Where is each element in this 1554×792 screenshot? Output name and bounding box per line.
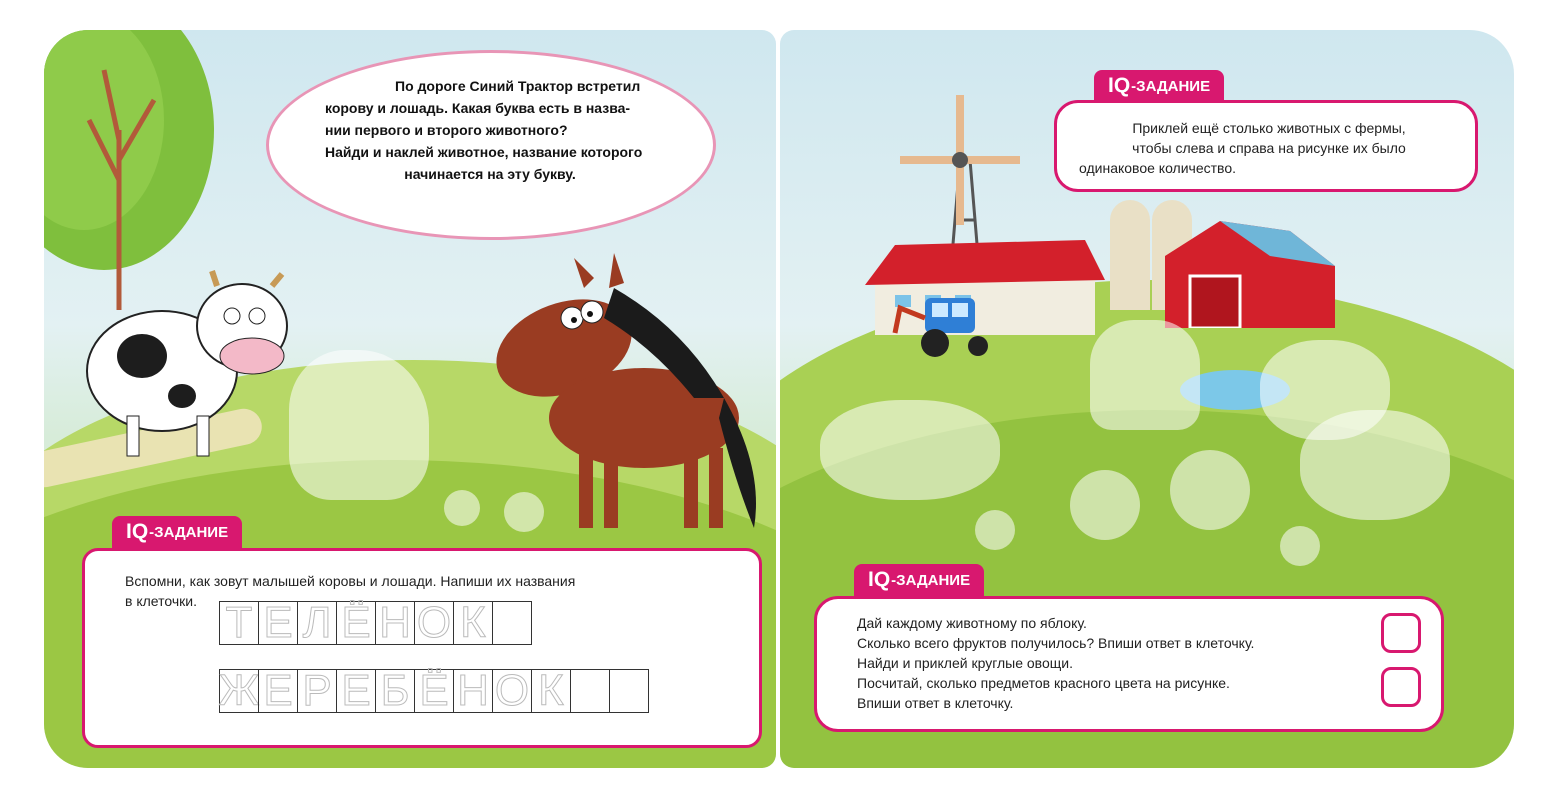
letter-cell[interactable]: Ж — [218, 666, 260, 715]
iq-task-tab — [854, 564, 984, 596]
bubble-line: Найди и наклей животное, название которого — [325, 144, 643, 160]
iq-task-line: в клеточки. — [125, 593, 197, 609]
letter-cell[interactable]: Н — [453, 669, 493, 713]
red-barn-icon — [1160, 216, 1340, 328]
iq-task-box — [814, 596, 1444, 732]
letter-cell[interactable]: Б — [375, 669, 415, 713]
letter-cell[interactable]: Ё — [414, 669, 454, 713]
bubble-line: нии первого и второго животного? — [325, 122, 568, 138]
iq-task-tab — [1094, 70, 1224, 102]
iq-task-line: Посчитай, сколько предметов красного цвета на рисунке. — [857, 675, 1230, 691]
sheep-silhouette — [1300, 410, 1450, 520]
letter-cell[interactable]: Т — [219, 601, 259, 645]
iq-task-line: Дай каждому животному по яблоку. — [857, 615, 1087, 631]
iq-task-box — [82, 548, 762, 748]
letter-cell[interactable] — [492, 601, 532, 645]
iq-tab-rest: -ЗАДАНИЕ — [149, 523, 229, 541]
speech-bubble — [266, 50, 716, 240]
vegetable-silhouette — [1170, 450, 1250, 530]
iq-task-line: чтобы слева и справа на рисунке их было — [1132, 140, 1406, 156]
letter-cell[interactable]: О — [492, 669, 532, 713]
iq-task-text — [1079, 118, 1459, 178]
word-cells-1[interactable] — [219, 598, 531, 647]
letter-cell[interactable]: Е — [258, 669, 298, 713]
goat-silhouette — [1090, 320, 1200, 430]
horse-icon — [464, 248, 764, 548]
iq-task-line: Сколько всего фруктов получилось? Впиши ответ в клеточку. — [857, 635, 1255, 651]
letter-cell[interactable]: Л — [297, 601, 337, 645]
iq-task-line: Найди и приклей круглые овощи. — [857, 655, 1073, 671]
speech-bubble-text — [325, 75, 655, 185]
apple-silhouette — [1280, 526, 1320, 566]
iq-task-line: Вспомни, как зовут малышей коровы и лошади. Напиши их названия — [125, 573, 576, 589]
iq-tab-rest: -ЗАДАНИЕ — [891, 571, 971, 589]
bubble-line: корову и лошадь. Какая буква есть в назва- — [325, 100, 631, 116]
blue-tractor-icon — [890, 288, 1000, 358]
letter-cell[interactable]: Е — [336, 669, 376, 713]
iq-task-line: Впиши ответ в клеточку. — [857, 695, 1014, 711]
iq-tab-big: IQ — [868, 568, 891, 591]
answer-box-fruits[interactable] — [1381, 613, 1421, 653]
answer-box-red-items[interactable] — [1381, 667, 1421, 707]
cow-icon — [72, 266, 302, 466]
iq-tab-big: IQ — [1108, 74, 1131, 97]
bubble-line: начинается на эту букву. — [404, 166, 576, 182]
letter-cell[interactable]: О — [414, 601, 454, 645]
iq-task-line: Приклей ещё столько животных с фермы, — [1132, 120, 1406, 136]
letter-cell[interactable]: Е — [258, 601, 298, 645]
iq-tab-big: IQ — [126, 520, 149, 543]
iq-task-text — [857, 613, 1377, 713]
word-cells-2[interactable] — [218, 666, 648, 715]
apple-silhouette — [975, 510, 1015, 550]
letter-cell[interactable]: Р — [297, 669, 337, 713]
iq-task-box — [1054, 100, 1478, 192]
goat-silhouette — [289, 350, 429, 500]
iq-task-tab — [112, 516, 242, 548]
iq-tab-rest: -ЗАДАНИЕ — [1131, 77, 1211, 95]
letter-cell[interactable]: Ё — [336, 601, 376, 645]
left-page — [44, 30, 776, 768]
letter-cell[interactable]: Н — [375, 601, 415, 645]
letter-cell[interactable]: К — [453, 601, 493, 645]
silo — [1110, 200, 1150, 310]
iq-task-line: одинаковое количество. — [1079, 160, 1236, 176]
vegetable-silhouette — [1070, 470, 1140, 540]
right-page — [780, 30, 1514, 768]
letter-cell[interactable] — [570, 669, 610, 713]
letter-cell[interactable] — [609, 669, 649, 713]
letter-cell[interactable]: К — [531, 669, 571, 713]
sheep-silhouette — [820, 400, 1000, 500]
bubble-line: По дороге Синий Трактор встретил — [395, 78, 641, 94]
